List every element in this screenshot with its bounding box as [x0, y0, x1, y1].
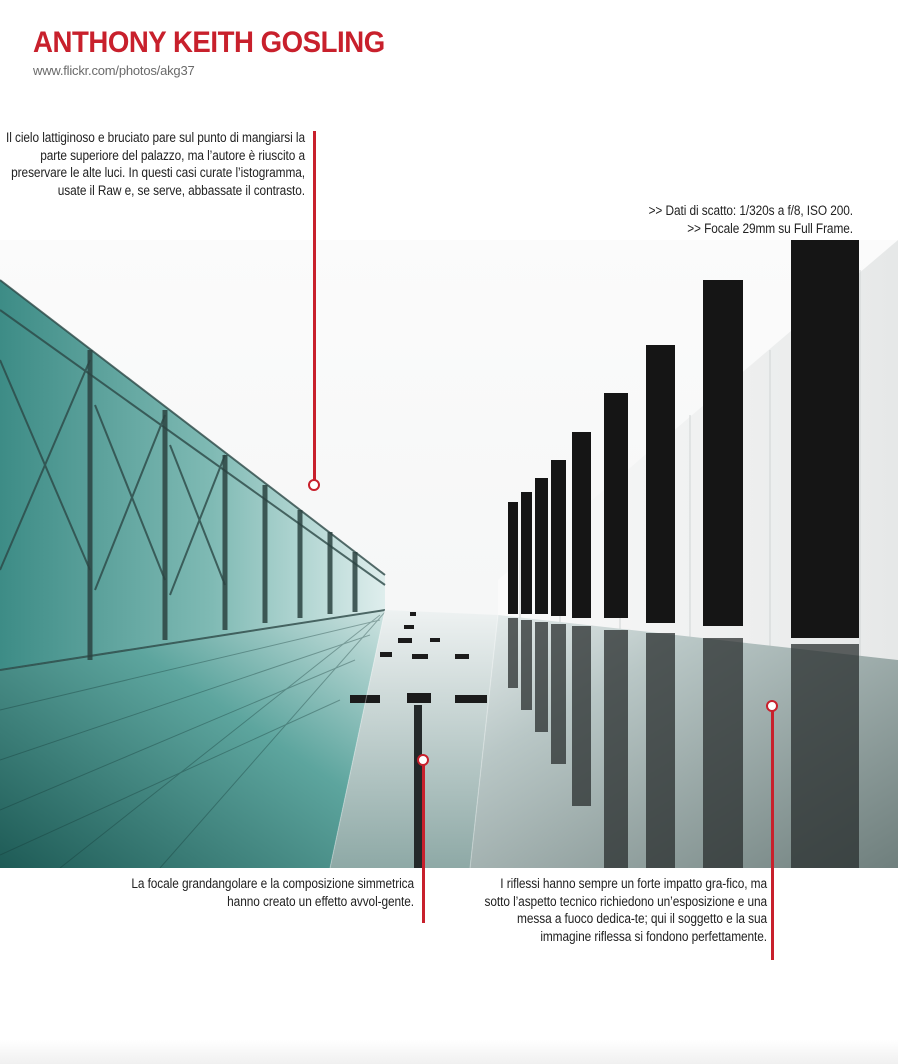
architecture-photo [0, 240, 898, 868]
shot-data [563, 202, 853, 237]
shot-data-exposure: >> Dati di scatto: 1/320s a f/8, ISO 200. [648, 203, 853, 218]
callout-line-sky [313, 131, 316, 482]
caption-reflections: I riflessi hanno sempre un forte impatto gra-fico, ma sotto l’aspetto tecnico richiedono un’esposizione e una messa a fuoco dedica-te; qui il soggetto e la sua immagine riflessa si fondono perfettamente. [484, 876, 767, 944]
callout-dot-perspective [417, 754, 429, 766]
callout-line-perspective [422, 763, 425, 923]
callout-dot-reflections [766, 700, 778, 712]
caption-sky: Il cielo lattiginoso e bruciato pare sul punto di mangiarsi la parte superiore del palazzo, ma l’autore è riuscito a preservare le alte luci. In questi casi curate l’istogramma, usate il Raw e, se serve, abbassate il contrasto. [6, 130, 306, 198]
page-bottom-edge [0, 1040, 898, 1064]
page-title: ANTHONY KEITH GOSLING [33, 26, 385, 59]
callout-line-reflections [771, 708, 774, 960]
shot-data-focal: >> Focale 29mm su Full Frame. [687, 220, 853, 236]
caption-wide-angle: La focale grandangolare e la composizione simmetrica hanno creato un effetto avvol-gente. [131, 876, 414, 909]
flickr-url: www.flickr.com/photos/akg37 [33, 63, 195, 78]
callout-dot-sky [308, 479, 320, 491]
